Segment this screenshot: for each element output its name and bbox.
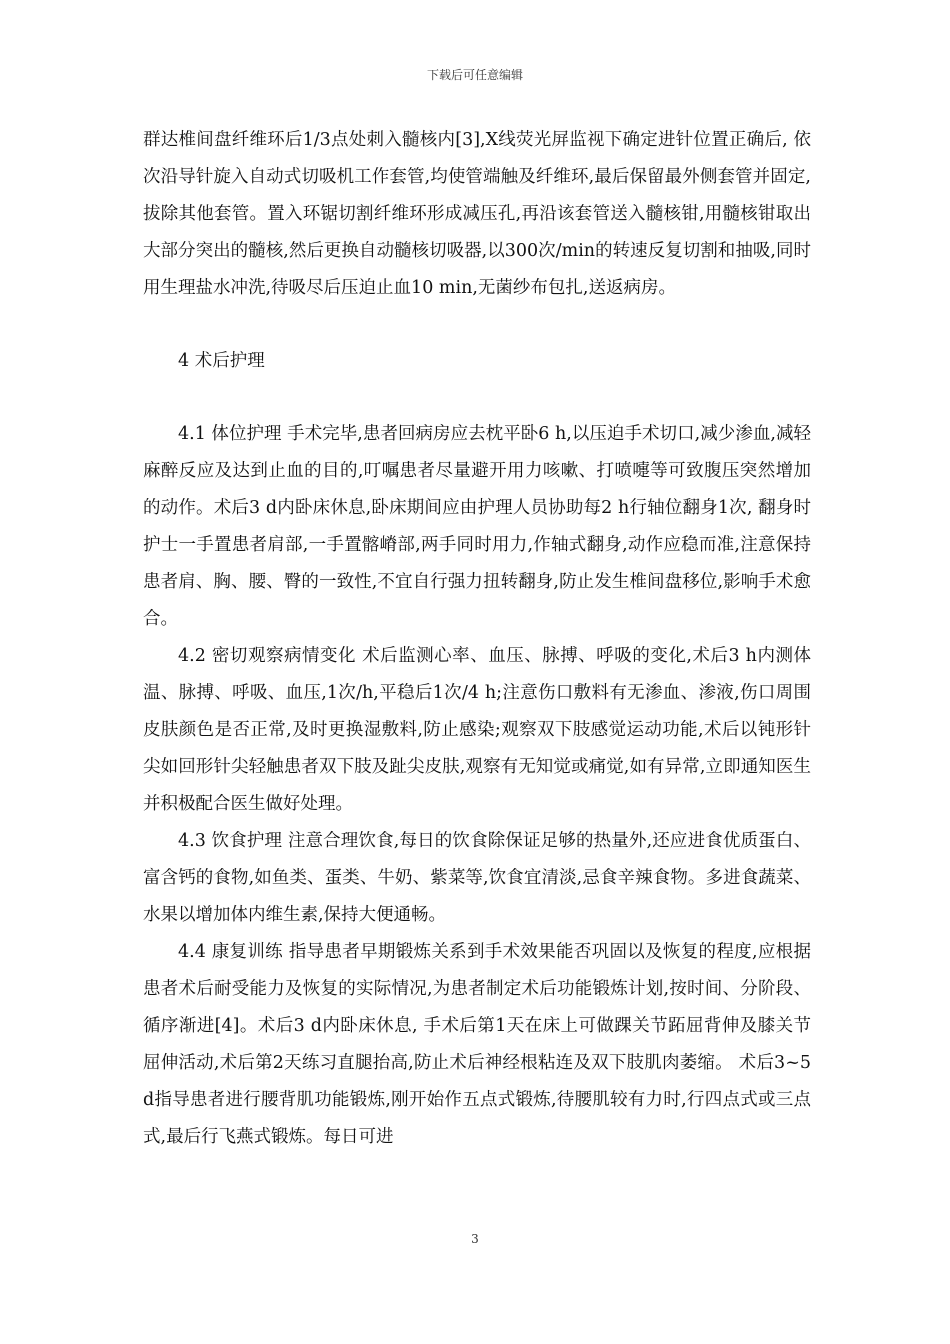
posture-care-paragraph: 4.1 体位护理 手术完毕,患者回病房应去枕平卧6 h,以压迫手术切口,减少渗血,减轻麻醉反应及达到止血的目的,叮嘱患者尽量避开用力咳嗽、打喷嚏等可致腹压突然增加的动作。术后3 d内卧床休息,卧床期间应由护理人员协助每2 h行轴位翻身1次, 翻身时护士一手置患者肩部,一手置髂嵴部,两手同时用力,作轴式翻身,动作应稳而准,注意保持患者肩、胸、腰、臀的一致性,不宜自行强力扭转翻身,防止发生椎间盘移位,影响手术愈合。	[143, 424, 811, 629]
page-header: 下载后可任意编辑	[426, 68, 523, 82]
page-number: 3	[471, 1232, 479, 1246]
diet-care-paragraph: 4.3 饮食护理 注意合理饮食,每日的饮食除保证足够的热量外,还应进食优质蛋白、富含钙的食物,如鱼类、蛋类、牛奶、紫菜等,饮食宜清淡,忌食辛辣食物。多进食蔬菜、水果以增加体内维生素,保持大便通畅。	[143, 831, 811, 925]
procedure-paragraph: 群达椎间盘纤维环后1/3点处刺入髓核内[3],X线荧光屏监视下确定进针位置正确后, 依次沿导针旋入自动式切吸机工作套管,均使管端触及纤维环,最后保留最外侧套管并固定,拔除其他套管。置入环锯切割纤维环形成减压孔,再沿该套管送入髓核钳,用髓核钳取出大部分突出的髓核,然后更换自动髓核切吸器,以300次/min的转速反复切割和抽吸,同时用生理盐水冲洗,待吸尽后压迫止血10 min,无菌纱布包扎,送返病房。	[143, 130, 811, 298]
rehab-training-paragraph: 4.4 康复训练 指导患者早期锻炼关系到手术效果能否巩固以及恢复的程度,应根据患者术后耐受能力及恢复的实际情况,为患者制定术后功能锻炼计划,按时间、分阶段、循序渐进[4]。术后3 d内卧床休息, 手术后第1天在床上可做踝关节跖屈背伸及膝关节屈伸活动,术后第2天练习直腿抬高,防止术后神经根粘连及双下肢肌肉萎缩。 术后3~5 d指导患者进行腰背肌功能锻炼,刚开始作五点式锻炼,待腰肌较有力时,行四点式或三点式,最后行飞燕式锻炼。每日可进	[143, 942, 811, 1147]
observation-paragraph: 4.2 密切观察病情变化 术后监测心率、血压、脉搏、呼吸的变化,术后3 h内测体温、脉搏、呼吸、血压,1次/h,平稳后1次/4 h;注意伤口敷料有无渗血、渗液,伤口周围皮肤颜色是否正常,及时更换湿敷料,防止感染;观察双下肢感觉运动功能,术后以钝形针尖如回形针尖轻触患者双下肢及趾尖皮肤,观察有无知觉或痛觉,如有异常,立即通知医生并积极配合医生做好处理。	[143, 646, 811, 814]
section-heading: 4 术后护理	[178, 351, 265, 371]
document-body	[143, 122, 811, 1156]
